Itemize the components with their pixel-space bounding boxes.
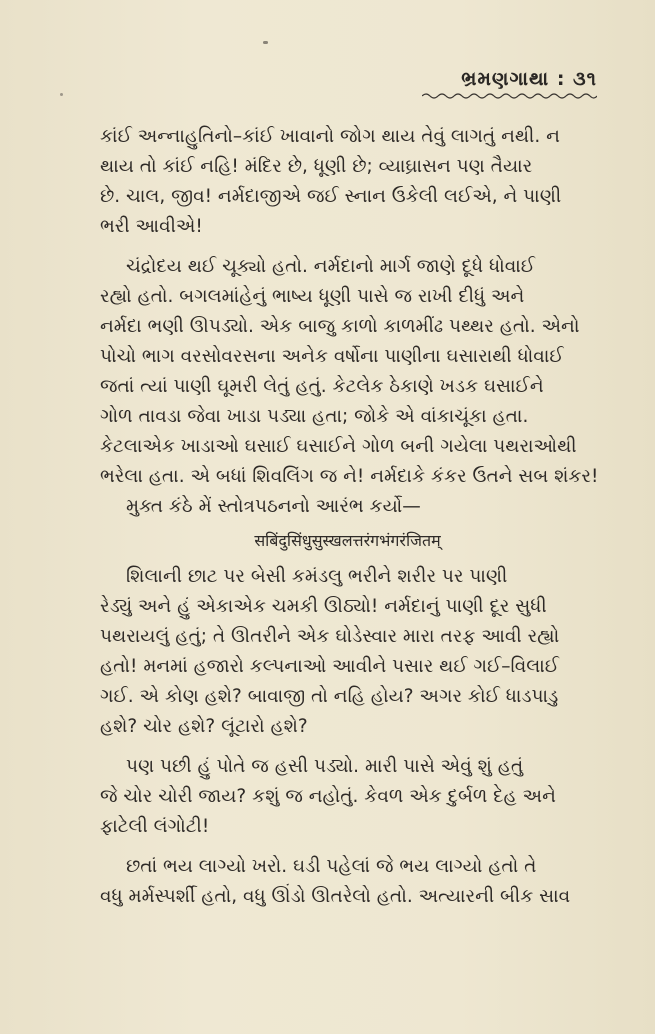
text-line: ગઈ. એ કોણ હશે? બાવાજી તો નહિ હોય? અગર કોઈ ધાડપાડુ	[100, 686, 559, 707]
paragraph	[100, 122, 595, 242]
wavy-underline-ornament	[422, 92, 597, 100]
text-line: હતો! મનમાં હજારો કલ્પનાઓ આવીને પસાર થઈ ગઈ–વિલાઈ	[100, 656, 560, 677]
text-line: કાંઈ અન્નાહુતિનો–કાંઈ ખાવાનો જોગ થાય તેવું લાગતું નથી. ન	[100, 126, 560, 147]
text-line: મુક્ત કંઠે મેં સ્તોત્રપઠનનો આરંભ કર્યો—	[126, 496, 421, 517]
text-line: છે. ચાલ, જીવ! નર્મદાજીએ જઈ સ્નાન ઉકેલી લઈએ, ને પાણી	[100, 186, 562, 207]
running-head: ભ્રમણગાથા : ૩૧	[461, 68, 597, 90]
text-line: વધુ મર્મસ્પર્શી હતો, વધુ ઊંડો ઊતરેલો હતો. અત્યારની બીક સાવ	[100, 886, 571, 907]
paragraph	[100, 752, 595, 842]
text-line: શિલાની છાટ પર બેસી કમંડલુ ભરીને શરીર પર પાણી	[126, 566, 508, 587]
page-header	[422, 68, 597, 100]
paragraph	[100, 492, 595, 522]
body-text	[100, 122, 599, 912]
text-line: પણ પછી હું પોતે જ હસી પડ્યો. મારી પાસે એવું શું હતું	[126, 756, 524, 777]
text-line: છતાં ભય લાગ્યો ખરો. ઘડી પહેલાં જે ભય લાગ્યો હતો તે	[126, 856, 537, 877]
ink-speck	[60, 93, 63, 96]
sanskrit-verse: सबिंदुसिंधुसुस्खलत्तरंगभंगरंजितम्	[254, 531, 441, 550]
paragraph	[100, 562, 595, 742]
text-line: જે ચોર ચોરી જાય? કશું જ નહોતું. કેવળ એક દુર્બળ દેહ અને	[100, 786, 556, 807]
text-line: ગોળ તાવડા જેવા ખાડા પડ્યા હતા; જોકે એ વાંકાચૂંકા હતા.	[100, 406, 529, 427]
text-line: ભરેલા હતા. એ બધાં શિવલિંગ જ ને! નર્મદાકે કંકર ઉતને સબ શંકર!	[100, 466, 599, 487]
text-line: જતાં ત્યાં પાણી ઘૂમરી લેતું હતું. કેટલેક ઠેકાણે ખડક ઘસાઈને	[100, 376, 544, 397]
text-line: ફાટેલી લંગોટી!	[100, 816, 210, 837]
text-line: નર્મદા ભણી ઊપડ્યો. એક બાજુ કાળો કાળમીંઢ પથ્થર હતો. એનો	[100, 316, 580, 337]
text-line: ચંદ્રોદય થઈ ચૂક્યો હતો. નર્મદાનો માર્ગ જાણે દૂધે ધોવાઈ	[126, 256, 536, 277]
text-line: હશે? ચોર હશે? લૂંટારો હશે?	[100, 716, 308, 737]
text-line: રેડ્યું અને હું એકાએક ચમકી ઊઠ્યો! નર્મદાનું પાણી દૂર સુધી	[100, 596, 547, 617]
paragraph	[100, 852, 595, 912]
text-line: ભરી આવીએ!	[100, 216, 203, 237]
text-line: રહ્યો હતો. બગલમાંહેનું ભાષ્ય ધૂણી પાસે જ રાખી દીધું અને	[100, 286, 525, 307]
text-line: કેટલાએક ખાડાઓ ઘસાઈ ઘસાઈને ગોળ બની ગયેલા પથરાઓથી	[100, 436, 577, 457]
paragraph	[100, 252, 599, 492]
ink-speck	[263, 41, 268, 44]
text-line: પોચો ભાગ વરસોવરસના અનેક વર્ષોના પાણીના ઘસારાથી ધોવાઈ	[100, 346, 564, 367]
text-line: થાય તો કાંઈ નહિ! મંદિર છે, ધૂણી છે; વ્યાઘ્રાસન પણ તૈયાર	[100, 156, 533, 177]
text-line: પથરાયલું હતું; તે ઊતરીને એક ઘોડેસ્વાર મારા તરફ આવી રહ્યો	[100, 626, 560, 647]
